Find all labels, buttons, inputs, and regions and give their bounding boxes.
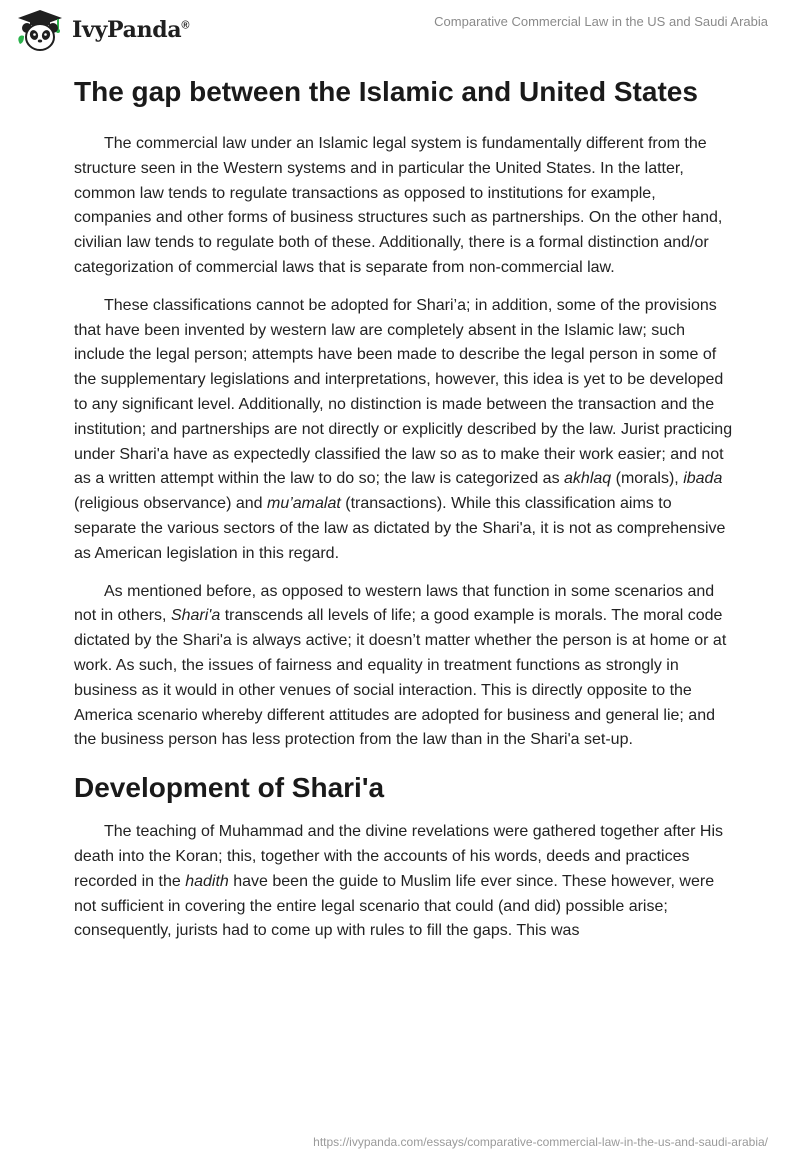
panda-graduate-icon: [14, 8, 66, 52]
term-ibada: ibada: [683, 470, 723, 488]
term-akhlaq: akhlaq: [564, 470, 612, 488]
term-muamalat: mu’amalat: [267, 495, 341, 513]
brand-name: IvyPanda®: [72, 17, 190, 43]
source-url[interactable]: https://ivypanda.com/essays/comparative-commercial-law-in-the-us-and-saudi-arabia/: [313, 1135, 768, 1149]
section-heading-development: Development of Shari'a: [74, 772, 385, 804]
paragraph-1: The commercial law under an Islamic legal system is fundamentally different from the structure seen in the Western systems and in particular the United States. In the latter, common law tends to regulate transactions as opposed to institutions for example, companies and other forms of business structures such as partnerships. On the other hand, civilian law tends to regulate both of these. Additionally, there is a formal distinction and/or categorization of commercial laws that is separate from non-commercial law.: [74, 135, 723, 276]
page-header: [0, 0, 800, 56]
section-heading-gap: The gap between the Islamic and United States: [74, 76, 698, 107]
article-body: [74, 73, 734, 957]
brand-logo[interactable]: [14, 8, 189, 52]
paragraph-2: These classifications cannot be adopted for Shari’a; in addition, some of the provisions that have been invented by western law are completely absent in the Islamic law; such include the legal person; attempts have been made to describe the legal person in some of the supplementary legislations and interpretations, however, this idea is yet to be developed to any significant level. Additionally, no distinction is made between the transaction and the institution; and partnerships are not directly or explicitly described by the law. Jurist practicing under Shari'a have as expectedly classified the law so as to make their work easier; and not as a written attempt within the law to do so; the law is categorized as akhlaq (morals), ibada (religious observance) and mu’amalat (transactions). While this classification aims to separate the various sectors of the law as dictated by the Shari'a, it is not as comprehensive as American legislation in this regard.: [74, 296, 733, 562]
paragraph-4: The teaching of Muhammad and the divine revelations were gathered together after His death into the Koran; this, together with the accounts of his words, deeds and practices recorded in the hadith have been the guide to Muslim life ever since. These however, were not sufficient in covering the entire legal scenario that could (and did) possible arise; consequently, jurists had to come up with rules to fill the gaps. This was: [74, 823, 724, 940]
term-hadith: hadith: [185, 872, 229, 890]
paragraph-3: As mentioned before, as opposed to western laws that function in some scenarios and not in others, Shari'a transcends all levels of life; a good example is morals. The moral code dictated by the Shari'a is always active; it doesn’t matter whether the person is at home or at work. As such, the issues of fairness and equality in treatment functions as strongly in business as it would in other venues of social interaction. This is directly opposite to the America scenario whereby different attitudes are adopted for business and general lie; and the business person has less protection from the law than in the Shari'a set-up.: [74, 582, 727, 749]
document-title: Comparative Commercial Law in the US and Saudi Arabia: [434, 14, 768, 29]
term-sharia: Shari'a: [170, 607, 221, 625]
